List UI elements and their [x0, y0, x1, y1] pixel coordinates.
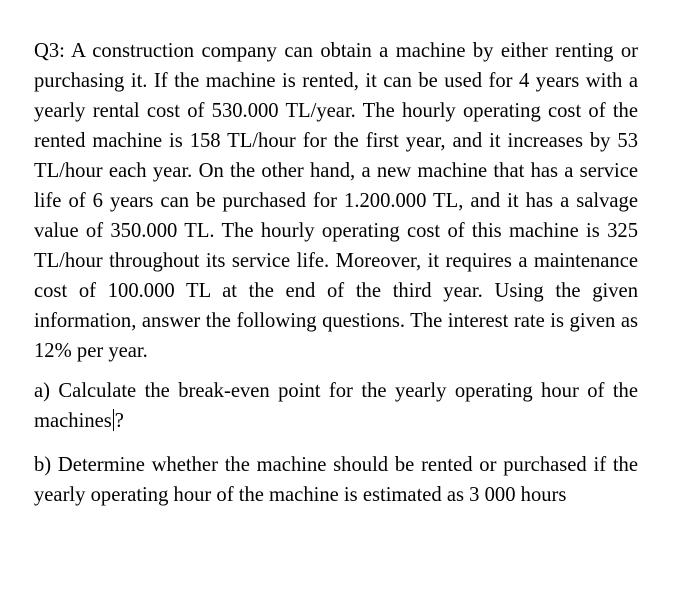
part-a-text: a) Calculate the break-even point for the yearly operating hour of the machines [34, 380, 638, 432]
part-a-paragraph [34, 376, 638, 436]
document-page [34, 36, 638, 510]
part-b-paragraph: b) Determine whether the machine should be rented or purchased if the yearly operating hour of the machine is estimated as 3 000 hours [34, 454, 638, 506]
text-cursor [113, 409, 114, 431]
part-a-question-mark: ? [114, 410, 124, 432]
question-paragraph: Q3: A construction company can obtain a machine by either renting or purchasing it. If the machine is rented, it can be used for 4 years with a yearly rental cost of 530.000 TL/year. The hourly operating cost of the rented machine is 158 TL/hour for the first year, and it increases by 53 TL/hour each year. On the other hand, a new machine that has a service life of 6 years can be purchased for 1.200.000 TL, and it has a salvage value of 350.000 TL. The hourly operating cost of this machine is 325 TL/hour throughout its service life. Moreover, it requires a maintenance cost of 100.000 TL at the end of the third year. Using the given information, answer the following questions. The interest rate is given as 12% per year. [34, 40, 638, 362]
